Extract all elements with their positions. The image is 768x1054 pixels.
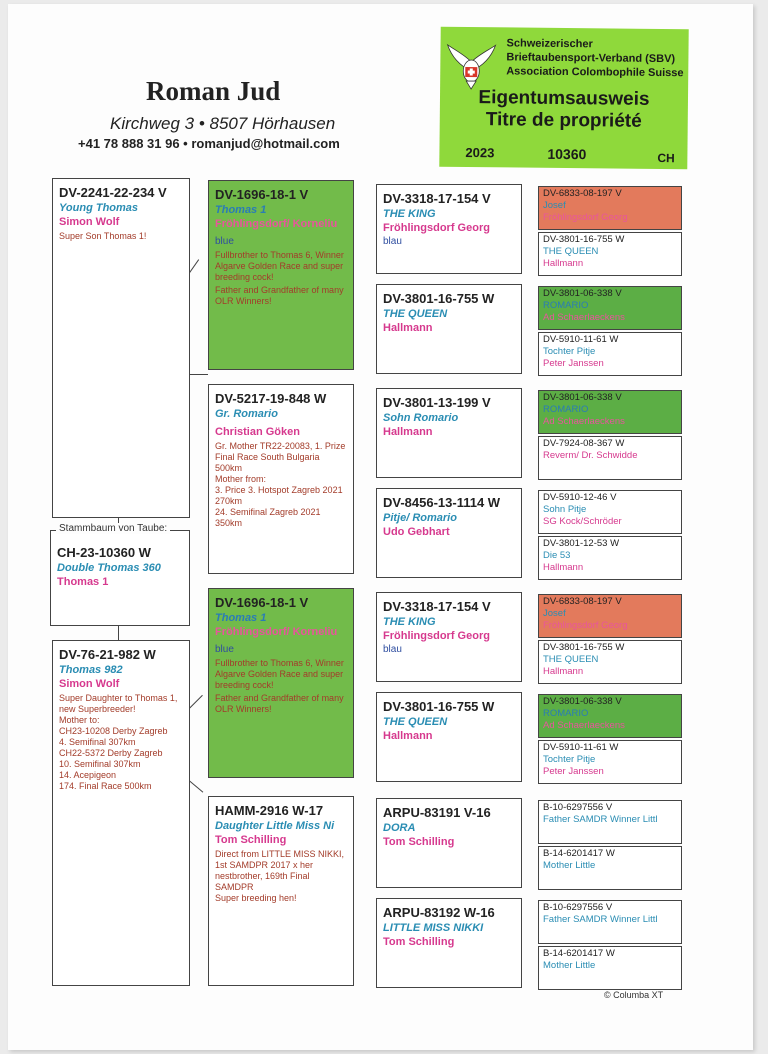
copyright: © Columba XT [604, 990, 664, 1000]
gen4-name: Father SAMDR Winner Littl [543, 814, 658, 825]
owner-address: Kirchweg 3 • 8507 Hörhausen [110, 114, 336, 133]
gen3-breeder: Udo Gebhart [383, 526, 450, 538]
gen2-ring: DV-5217-19-848 W [215, 391, 327, 406]
gen2-name: Daughter Little Miss Ni [215, 820, 335, 832]
gen4-breeder: Fröhlingsdorf Georg [543, 620, 628, 631]
grandsire-maternal-card [208, 588, 354, 778]
gen4-ring: B-10-6297556 V [543, 902, 613, 913]
sticker-org-line2: Brieftaubensport-Verband (SBV) [506, 51, 676, 66]
gen3-ring: DV-3318-17-154 V [383, 599, 491, 614]
gen2-note: Gr. Mother TR22-20083, 1. Prize Final Race South Bulgaria 500km [215, 441, 346, 473]
gen4-card [538, 436, 682, 480]
owner-contact: +41 78 888 31 96 • romanjud@hotmail.com [78, 136, 340, 151]
gen4-card [538, 186, 682, 230]
gen2-breeder: Tom Schilling [215, 834, 287, 846]
gen2-note: Super breeding hen! [215, 893, 297, 903]
gen4-name: Tochter Pitje [543, 346, 596, 357]
sticker-country: CH [657, 150, 675, 166]
gen3-breeder: Tom Schilling [383, 836, 455, 848]
ownership-sticker [439, 27, 688, 170]
gen4-card [538, 946, 682, 990]
mother-note: 14. Acepigeon [59, 770, 117, 780]
sticker-year: 2023 [465, 144, 495, 161]
gen3-name: THE QUEEN [383, 716, 448, 728]
gen4-name: Die 53 [543, 550, 571, 561]
gen4-name: ROMARIO [543, 708, 589, 719]
father-breeder: Simon Wolf [59, 216, 120, 228]
gen4-breeder: Ad Schaerlaeckens [543, 312, 625, 323]
sticker-org-line1: Schweizerischer [506, 37, 593, 51]
grandsire-paternal-card [208, 180, 354, 370]
gen3-breeder: Hallmann [383, 322, 433, 334]
granddam-paternal-card [208, 384, 354, 574]
gen4-ring: B-14-6201417 W [543, 948, 615, 959]
gen2-color: blue [215, 236, 234, 247]
gen2-color: blue [215, 644, 234, 655]
subject-ring: CH-23-10360 W [57, 545, 151, 560]
gen3-card [376, 692, 522, 782]
connector [188, 695, 203, 710]
gen2-ring: HAMM-2916 W-17 [215, 803, 324, 818]
gen4-card [538, 536, 682, 580]
gen2-breeder: Fröhlingsdorf/ Korneliu [215, 218, 338, 230]
gen3-ring: ARPU-83191 V-16 [383, 805, 491, 820]
gen4-name: ROMARIO [543, 300, 589, 311]
connector [188, 374, 208, 375]
gen2-name: Thomas 1 [215, 612, 267, 624]
gen2-breeder: Christian Göken [215, 426, 300, 438]
gen4-ring: DV-3801-06-338 V [543, 288, 622, 299]
gen2-ring: DV-1696-18-1 V [215, 187, 309, 202]
gen4-name: THE QUEEN [543, 654, 599, 665]
gen3-breeder: Hallmann [383, 730, 433, 742]
connector [118, 626, 119, 640]
gen4-name: Mother Little [543, 860, 596, 871]
gen3-name: THE KING [383, 208, 436, 220]
gen4-breeder: Hallmann [543, 258, 584, 269]
gen3-breeder: Tom Schilling [383, 936, 455, 948]
gen4-ring: DV-3801-16-755 W [543, 642, 625, 653]
gen2-note: Mother from: [215, 474, 267, 484]
gen4-name: Tochter Pitje [543, 754, 596, 765]
gen4-name: ROMARIO [543, 404, 589, 415]
sticker-number: 10360 [547, 145, 587, 163]
gen4-name: Father SAMDR Winner Littl [543, 914, 658, 925]
gen4-breeder: Peter Janssen [543, 766, 604, 777]
subject-card [50, 530, 190, 626]
gen4-card [538, 846, 682, 890]
sticker-org-line3: Association Colombophile Suisse [506, 65, 684, 80]
gen3-ring: ARPU-83192 W-16 [383, 905, 495, 920]
gen3-name: LITTLE MISS NIKKI [383, 922, 484, 934]
gen4-ring: DV-5910-11-61 W [543, 334, 619, 345]
gen2-breeder: Fröhlingsdorf/ Korneliu [215, 626, 338, 638]
sticker-title-de: Eigentumsausweis [478, 87, 650, 110]
gen2-name: Gr. Romario [215, 408, 278, 420]
subject-name: Double Thomas 360 [57, 562, 161, 574]
gen4-card [538, 900, 682, 944]
gen3-name: THE QUEEN [383, 308, 448, 320]
gen2-ring: DV-1696-18-1 V [215, 595, 309, 610]
gen4-card [538, 694, 682, 738]
father-card [52, 178, 190, 518]
gen3-name: DORA [383, 822, 416, 834]
gen4-breeder: Fröhlingsdorf Georg [543, 212, 628, 223]
gen4-card [538, 740, 682, 784]
gen3-ring: DV-3801-16-755 W [383, 699, 495, 714]
gen4-ring: DV-3801-16-755 W [543, 234, 625, 245]
gen4-ring: B-14-6201417 W [543, 848, 615, 859]
gen2-note: Fullbrother to Thomas 6, Winner Algarve Golden Race and super breeding cock! [215, 658, 344, 690]
gen2-note: Fullbrother to Thomas 6, Winner Algarve Golden Race and super breeding cock! [215, 250, 344, 282]
gen4-ring: DV-6833-08-197 V [543, 188, 622, 199]
gen4-name: Josef [543, 608, 566, 619]
gen3-ring: DV-3318-17-154 V [383, 191, 491, 206]
mother-breeder: Simon Wolf [59, 678, 120, 690]
gen3-color: blau [383, 236, 402, 247]
father-name: Young Thomas [59, 202, 139, 214]
mother-note: 174. Final Race 500km [59, 781, 152, 791]
gen3-name: Sohn Romario [383, 412, 459, 424]
gen3-card [376, 898, 522, 988]
subject-caption: Stammbaum von Taube: [56, 523, 170, 534]
gen4-card [538, 800, 682, 844]
gen3-card [376, 388, 522, 478]
gen2-note: Direct from LITTLE MISS NIKKI, 1st SAMDPR 2017 x her nestbrother, 169th Final SAMDPR [215, 849, 345, 892]
mother-ring: DV-76-21-982 W [59, 647, 156, 662]
gen4-breeder: SG Kock/Schröder [543, 516, 622, 527]
gen4-breeder: Peter Janssen [543, 358, 604, 369]
gen3-ring: DV-3801-16-755 W [383, 291, 495, 306]
gen3-breeder: Hallmann [383, 426, 433, 438]
gen3-card [376, 798, 522, 888]
gen4-name: Sohn Pitje [543, 504, 587, 515]
gen4-ring: DV-5910-11-61 W [543, 742, 619, 753]
gen3-color: blau [383, 644, 402, 655]
gen3-ring: DV-3801-13-199 V [383, 395, 491, 410]
gen4-breeder: Reverm/ Dr. Schwidde [543, 450, 638, 461]
gen4-ring: DV-3801-06-338 V [543, 392, 622, 403]
gen2-note: Father and Grandfather of many OLR Winners! [215, 693, 344, 714]
mother-note: 4. Semifinal 307km [59, 737, 136, 747]
gen4-name: THE QUEEN [543, 246, 599, 257]
pedigree-sheet [8, 4, 753, 1050]
father-ring: DV-2241-22-234 V [59, 185, 167, 200]
gen3-card [376, 592, 522, 682]
gen4-card [538, 490, 682, 534]
gen4-breeder: Hallmann [543, 562, 584, 573]
gen4-ring: DV-6833-08-197 V [543, 596, 622, 607]
gen4-ring: DV-3801-06-338 V [543, 696, 622, 707]
gen4-card [538, 332, 682, 376]
gen3-breeder: Fröhlingsdorf Georg [383, 222, 490, 234]
gen4-card [538, 232, 682, 276]
mother-note: CH23-10208 Derby Zagreb [59, 726, 168, 736]
gen4-breeder: Ad Schaerlaeckens [543, 720, 625, 731]
gen4-card [538, 594, 682, 638]
owner-name: Roman Jud [146, 76, 281, 106]
father-note: Super Son Thomas 1! [59, 231, 147, 241]
gen4-breeder: Ad Schaerlaeckens [543, 416, 625, 427]
subject-breeder: Thomas 1 [57, 576, 109, 588]
mother-name: Thomas 982 [59, 664, 123, 676]
mother-note: CH22-5372 Derby Zagreb [59, 748, 163, 758]
mother-card [52, 640, 190, 986]
gen4-ring: B-10-6297556 V [543, 802, 613, 813]
gen2-name: Thomas 1 [215, 204, 267, 216]
gen3-card [376, 284, 522, 374]
gen4-card [538, 640, 682, 684]
gen2-note: 24. Semifinal Zagreb 2021 350km [215, 507, 321, 528]
gen4-ring: DV-7924-08-367 W [543, 438, 625, 449]
dove-logo [444, 37, 499, 92]
gen2-note: 3. Price 3. Hotspot Zagreb 2021 270km [215, 485, 343, 506]
gen4-name: Josef [543, 200, 566, 211]
gen3-breeder: Fröhlingsdorf Georg [383, 630, 490, 642]
gen4-name: Mother Little [543, 960, 596, 971]
mother-note: Mother to: [59, 715, 100, 725]
gen3-card [376, 184, 522, 274]
gen3-card [376, 488, 522, 578]
gen4-ring: DV-3801-12-53 W [543, 538, 620, 549]
granddam-maternal-card [208, 796, 354, 986]
mother-note: Super Daughter to Thomas 1, new Superbreeder! [59, 693, 178, 714]
mother-note: 10. Semifinal 307km [59, 759, 141, 769]
gen4-card [538, 390, 682, 434]
gen2-note: Father and Grandfather of many OLR Winners! [215, 285, 344, 306]
gen4-breeder: Hallmann [543, 666, 584, 677]
gen3-name: Pitje/ Romario [383, 512, 457, 524]
sticker-title-fr: Titre de propriété [485, 109, 642, 132]
gen3-ring: DV-8456-13-1114 W [383, 495, 501, 510]
gen3-name: THE KING [383, 616, 436, 628]
gen4-ring: DV-5910-12-46 V [543, 492, 617, 503]
gen4-card [538, 286, 682, 330]
